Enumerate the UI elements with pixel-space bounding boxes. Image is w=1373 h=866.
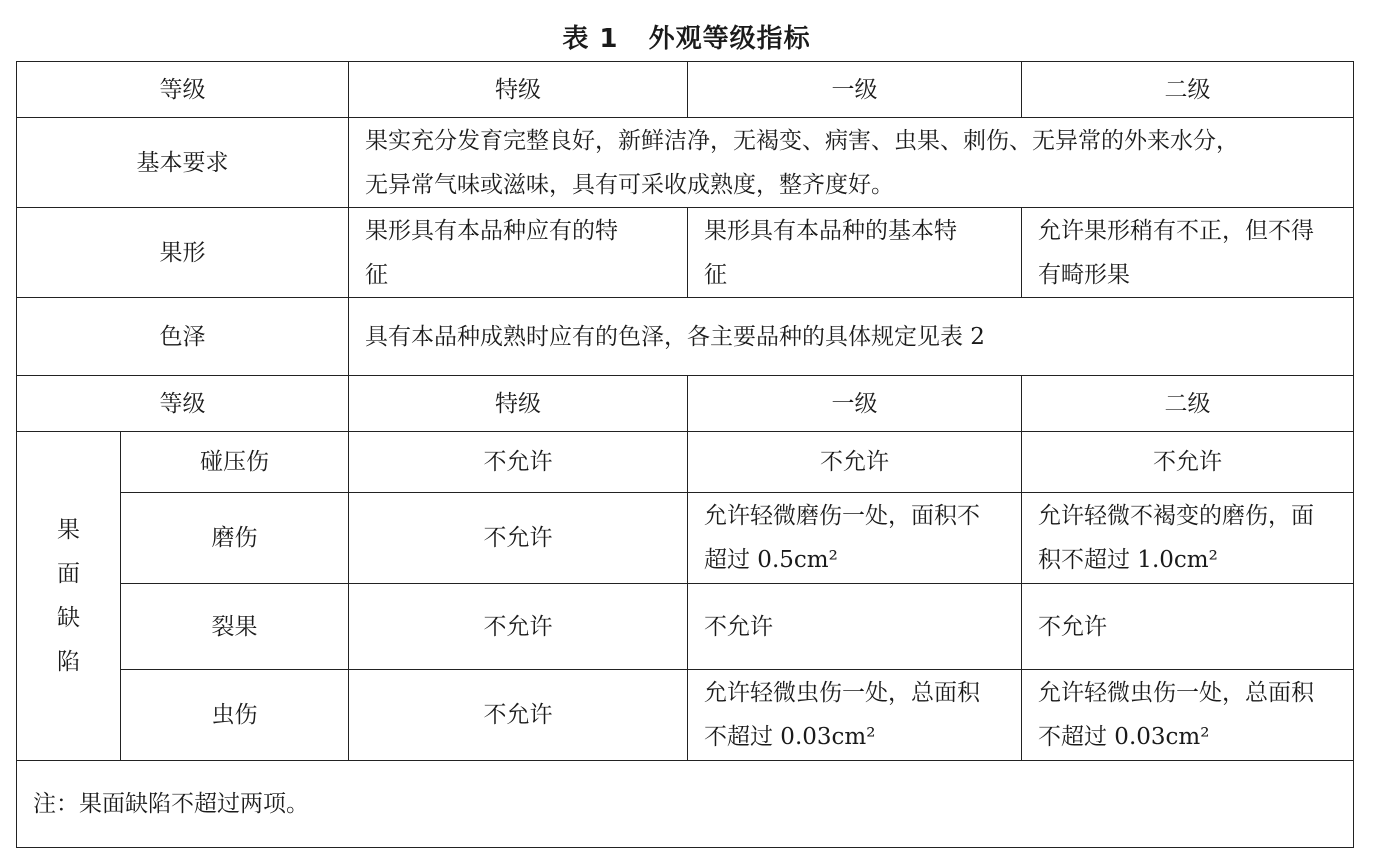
crack-second: 不允许	[1022, 584, 1354, 670]
bruise-label: 碰压伤	[121, 432, 349, 493]
abrasion-second-line2: 积不超过 1.0cm²	[1038, 547, 1218, 573]
crack-special: 不允许	[349, 584, 688, 670]
header-row-2	[17, 376, 1354, 432]
basic-label: 基本要求	[17, 118, 349, 208]
insect-second-line1: 允许轻微虫伤一处，总面积	[1038, 680, 1314, 706]
abrasion-row	[17, 493, 1354, 584]
abrasion-first-line1: 允许轻微磨伤一处，面积不	[704, 503, 980, 529]
shape-second-line1: 允许果形稍有不正，但不得	[1038, 217, 1314, 244]
shape-row	[17, 208, 1354, 298]
abrasion-second	[1022, 493, 1354, 584]
header-second: 二级	[1022, 62, 1354, 118]
abrasion-second-line1: 允许轻微不褐变的磨伤，面	[1038, 503, 1314, 529]
note-row	[17, 761, 1354, 848]
defects-char-3: 缺	[57, 605, 80, 631]
abrasion-label: 磨伤	[121, 493, 349, 584]
insect-row	[17, 670, 1354, 761]
shape-first-line1: 果形具有本品种的基本特	[704, 217, 957, 244]
basic-text-line1: 果实充分发育完整良好，新鲜洁净，无褐变、病害、虫果、刺伤、无异常的外来水分，	[365, 127, 1239, 154]
header2-second: 二级	[1022, 376, 1354, 432]
bruise-first: 不允许	[688, 432, 1022, 493]
crack-label: 裂果	[121, 584, 349, 670]
shape-special	[349, 208, 688, 298]
abrasion-special: 不允许	[349, 493, 688, 584]
shape-second-line2: 有畸形果	[1038, 261, 1130, 288]
insect-label: 虫伤	[121, 670, 349, 761]
table-title: 表 1 外观等级指标	[562, 24, 811, 54]
insect-first-line1: 允许轻微虫伤一处，总面积	[704, 680, 980, 706]
header2-first: 一级	[688, 376, 1022, 432]
color-text: 具有本品种成熟时应有的色泽，各主要品种的具体规定见表 2	[349, 298, 1354, 376]
header2-grade: 等级	[17, 376, 349, 432]
insect-special: 不允许	[349, 670, 688, 761]
crack-row	[17, 584, 1354, 670]
defects-char-1: 果	[57, 517, 80, 543]
grade-table	[16, 61, 1354, 848]
insect-first-line2: 不超过 0.03cm²	[704, 724, 876, 750]
defects-char-2: 面	[57, 561, 80, 587]
note-text: 注：果面缺陷不超过两项。	[17, 761, 1354, 848]
header-special: 特级	[349, 62, 688, 118]
shape-second	[1022, 208, 1354, 298]
shape-label: 果形	[17, 208, 349, 298]
header-first: 一级	[688, 62, 1022, 118]
bruise-special: 不允许	[349, 432, 688, 493]
abrasion-first	[688, 493, 1022, 584]
header-grade: 等级	[17, 62, 349, 118]
basic-text-line2: 无异常气味或滋味，具有可采收成熟度，整齐度好。	[365, 171, 894, 198]
shape-first-line2: 征	[704, 261, 727, 288]
bruise-second: 不允许	[1022, 432, 1354, 493]
bruise-row	[17, 432, 1354, 493]
color-row	[17, 298, 1354, 376]
color-label: 色泽	[17, 298, 349, 376]
shape-special-line1: 果形具有本品种应有的特	[365, 217, 618, 244]
shape-special-line2: 征	[365, 261, 388, 288]
shape-first	[688, 208, 1022, 298]
insect-second	[1022, 670, 1354, 761]
abrasion-first-line2: 超过 0.5cm²	[704, 547, 838, 573]
basic-text	[349, 118, 1354, 208]
crack-first: 不允许	[688, 584, 1022, 670]
defects-char-4: 陷	[57, 649, 80, 675]
header-row	[17, 62, 1354, 118]
defects-group-label	[17, 432, 121, 761]
insect-first	[688, 670, 1022, 761]
insect-second-line2: 不超过 0.03cm²	[1038, 724, 1210, 750]
header2-special: 特级	[349, 376, 688, 432]
basic-row	[17, 118, 1354, 208]
